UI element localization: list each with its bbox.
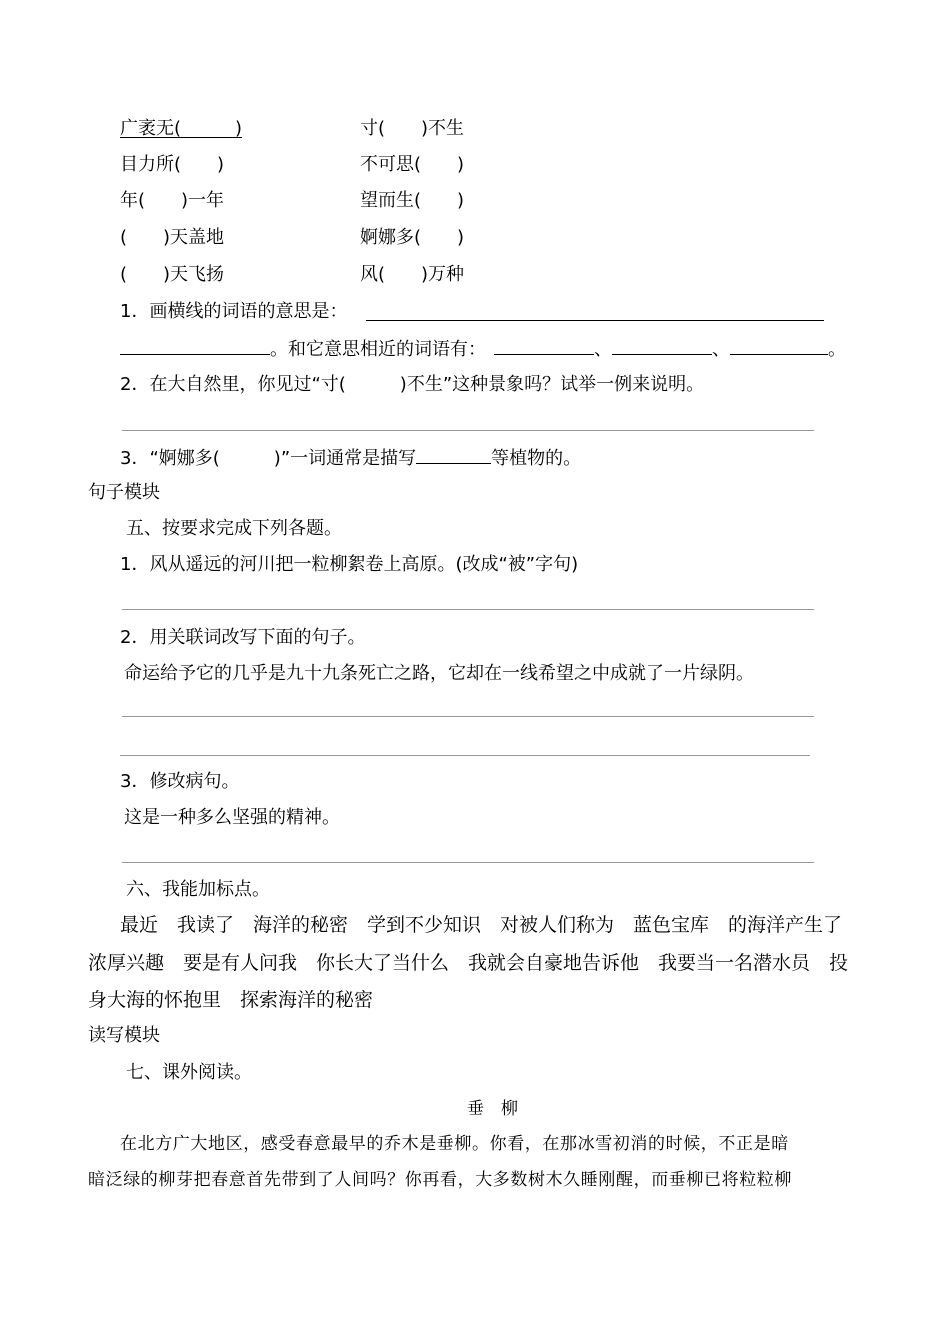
idiom-left-4: ( )天盖地: [120, 227, 225, 248]
question-1-continued: [120, 336, 846, 362]
article-title: 垂 柳: [467, 1099, 518, 1119]
answer-line-5-3[interactable]: [122, 862, 814, 863]
question-2: 2．在大自然里，你见过“寸( )不生”这种景象吗？试举一例来说明。: [120, 374, 705, 395]
section-6-line-1: 最近 我读了 海洋的秘密 学到不少知识 对被人们称为 蓝色宝库 的海洋产生了: [120, 914, 843, 936]
question-3-part1: 3．“婀娜多( )”一词通常是描写: [120, 448, 417, 469]
answer-line-5-1[interactable]: [122, 609, 814, 610]
answer-line-q2[interactable]: [122, 430, 814, 431]
section-6-line-2: 浓厚兴趣 要是有人问我 你长大了当什么 我就会自豪地告诉他 我要当一名潜水员 投: [88, 952, 849, 974]
question-1-end: 。: [828, 339, 846, 360]
idiom-left-5: ( )天飞扬: [120, 264, 225, 285]
idiom-right-1: 寸( )不生: [360, 118, 465, 139]
idiom-right-3: 望而生( ): [360, 190, 465, 211]
section-6-title: 六、我能加标点。: [126, 879, 270, 900]
answer-line-5-2a[interactable]: [122, 716, 814, 717]
answer-blank-synonym-2[interactable]: [612, 336, 712, 355]
idiom-right-2: 不可思( ): [360, 154, 465, 175]
article-line-1: 在北方广大地区，感受春意最早的乔木是垂柳。你看，在那冰雪初消的时候，不正是暗: [120, 1134, 789, 1154]
section-5-item-2-text: 命运给予它的几乎是九十九条死亡之路，它却在一线希望之中成就了一片绿阴。: [124, 663, 754, 684]
separator-2: 、: [712, 339, 730, 360]
section-heading-read-write: 读写模块: [88, 1025, 160, 1046]
section-6-line-3: 身大海的怀抱里 探索海洋的秘密: [88, 989, 374, 1011]
separator-1: 、: [594, 339, 612, 360]
section-5-item-3-text: 这是一种多么坚强的精神。: [124, 807, 340, 828]
answer-blank-q3[interactable]: [416, 445, 491, 464]
section-5-item-2-title: 2．用关联词改写下面的句子。: [120, 627, 366, 648]
section-heading-sentence: 句子模块: [88, 482, 160, 503]
answer-blank-q1-meaning-cont[interactable]: [120, 336, 270, 355]
question-1-prompt: 1．画横线的词语的意思是：: [120, 301, 348, 322]
idiom-left-2: 目力所( ): [120, 154, 225, 175]
answer-blank-synonym-1[interactable]: [494, 336, 594, 355]
answer-line-q1-meaning[interactable]: [366, 320, 824, 321]
article-line-2: 暗泛绿的柳芽把春意首先带到了人间吗？你再看，大多数树木久睡刚醒，而垂柳已将粒粒柳: [88, 1170, 792, 1190]
idiom-right-4: 婀娜多( ): [360, 227, 465, 248]
idiom-left-3: 年( )一年: [120, 190, 225, 211]
idiom-left-1: 广袤无( ): [120, 118, 243, 139]
section-5-item-1: 1．风从遥远的河川把一粒柳絮卷上高原。(改成“被”字句): [120, 554, 579, 575]
idiom-right-5: 风( )万种: [360, 264, 465, 285]
section-5-item-3-title: 3．修改病句。: [120, 771, 240, 792]
question-3: [120, 445, 581, 471]
section-5-title: 五、按要求完成下列各题。: [126, 518, 342, 539]
question-3-part2: 等植物的。: [491, 448, 582, 469]
question-1-part2: 。和它意思相近的词语有：: [270, 339, 486, 360]
answer-blank-synonym-3[interactable]: [730, 336, 828, 355]
answer-line-5-2b[interactable]: [120, 755, 810, 756]
section-7-title: 七、课外阅读。: [126, 1062, 252, 1083]
